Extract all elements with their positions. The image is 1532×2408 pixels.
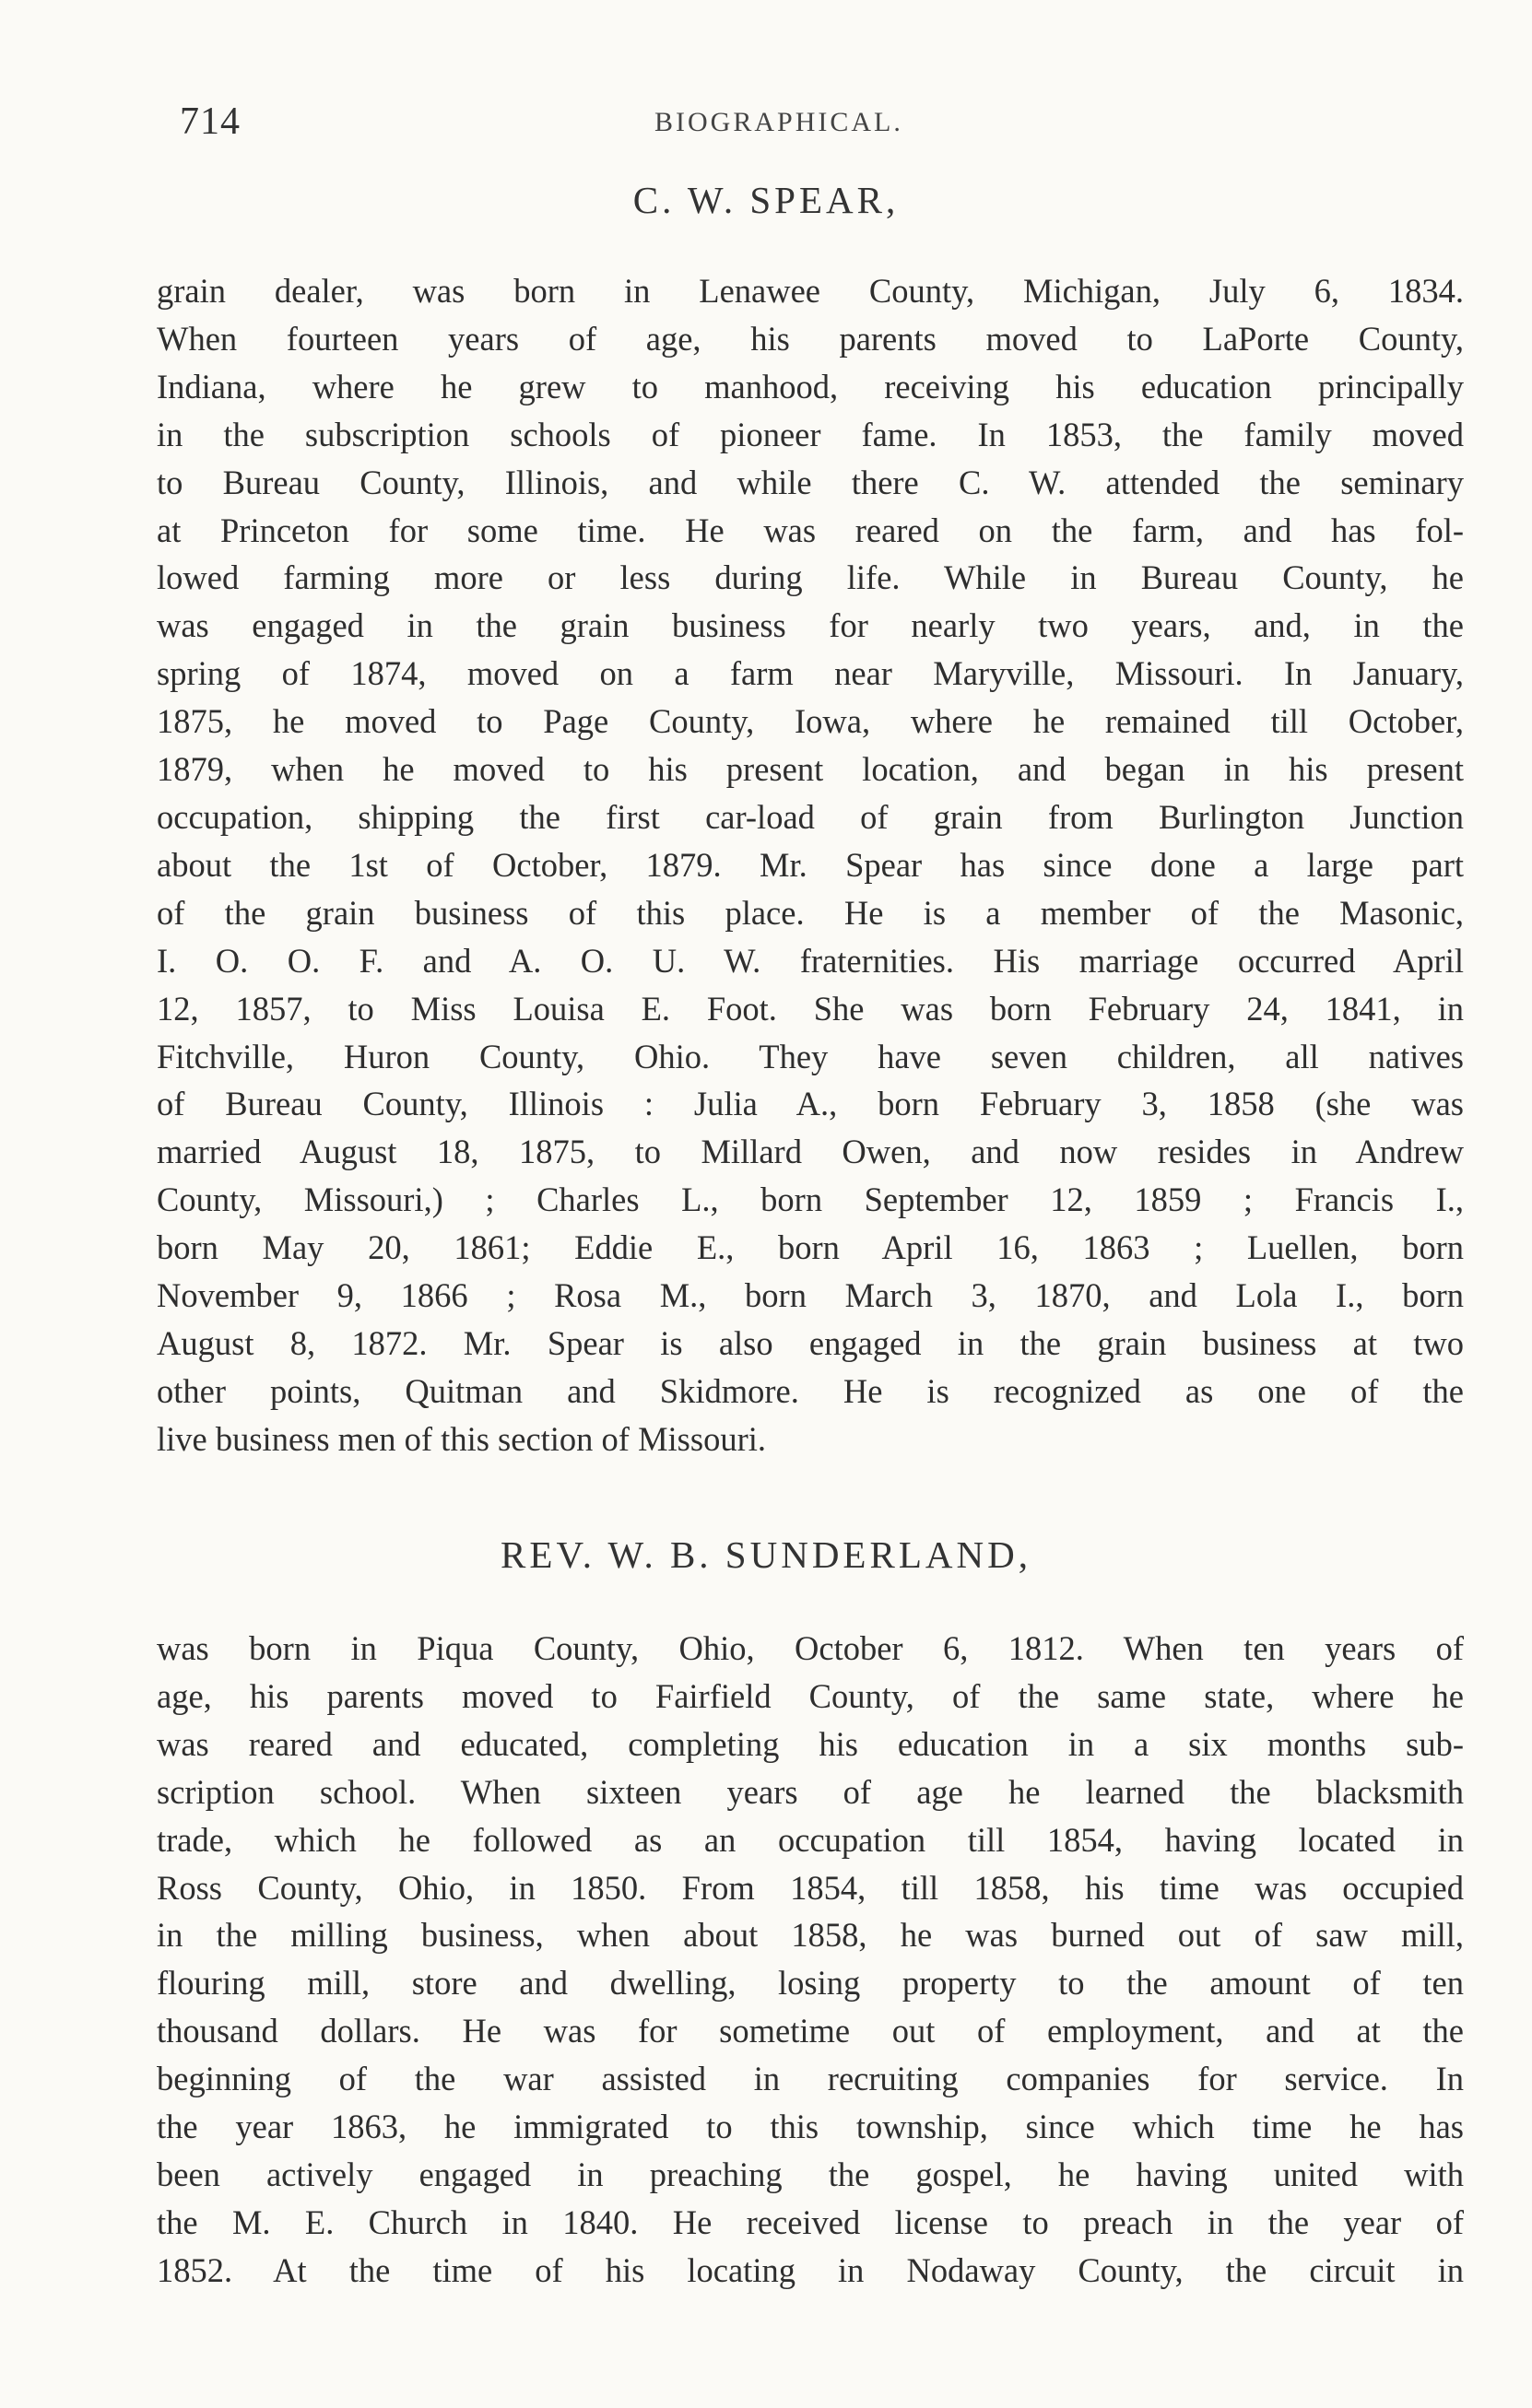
text-line: 1875, he moved to Page County, Iowa, where he remained till October,	[157, 702, 1464, 741]
text-line: the M. E. Church in 1840. He received license to preach in the year of	[157, 2202, 1464, 2241]
text-line: was reared and educated, completing his education in a six months sub-	[157, 1724, 1464, 1763]
text-line: scription school. When sixteen years of age he learned the blacksmith	[157, 1772, 1464, 1811]
text-line: November 9, 1866 ; Rosa M., born March 3, 1870, and Lola I., born	[157, 1276, 1464, 1315]
text-line: in the subscription schools of pioneer fame. In 1853, the family moved	[157, 415, 1464, 453]
text-line: of the grain business of this place. He is a member of the Masonic,	[157, 893, 1464, 932]
entry-title-spear: C. W. SPEAR,	[632, 179, 900, 221]
text-line: thousand dollars. He was for sometime out of employment, and at the	[157, 2012, 1464, 2050]
text-line: married August 18, 1875, to Millard Owen, and now resides in Andrew	[157, 1133, 1464, 1171]
text-line: Ross County, Ohio, in 1850. From 1854, till 1858, his time was occupied	[157, 1868, 1464, 1907]
text-line: been actively engaged in preaching the gospel, he having united with	[157, 2155, 1464, 2193]
running-head: BIOGRAPHICAL.	[654, 107, 903, 137]
text-line: occupation, shipping the first car-load of grain from Burlington Junction	[157, 797, 1464, 836]
text-line: in the milling business, when about 1858, he was burned out of saw mill,	[157, 1916, 1464, 1955]
text-line: lowed farming more or less during life. While in Bureau County, he	[157, 558, 1464, 597]
text-line: County, Missouri,) ; Charles L., born September 12, 1859 ; Francis I.,	[157, 1181, 1464, 1219]
text-line: live business men of this section of Missouri.	[157, 1419, 767, 1458]
text-line: 1879, when he moved to his present location, and began in his present	[157, 750, 1464, 789]
text-line: spring of 1874, moved on a farm near Maryville, Missouri. In January,	[157, 654, 1464, 693]
text-line: I. O. O. F. and A. O. U. W. fraternities. His marriage occurred April	[157, 941, 1464, 980]
entry-title-sunderland: REV. W. B. SUNDERLAND,	[501, 1533, 1031, 1576]
text-line: grain dealer, was born in Lenawee County, Michigan, July 6, 1834.	[157, 272, 1464, 310]
text-line: 1852. At the time of his locating in Nodaway County, the circuit in	[157, 2250, 1464, 2289]
text-line: at Princeton for some time. He was reared on the farm, and has fol-	[157, 511, 1464, 549]
text-line: about the 1st of October, 1879. Mr. Spear has since done a large part	[157, 845, 1464, 884]
text-line: was engaged in the grain business for nearly two years, and, in the	[157, 606, 1464, 645]
text-line: 12, 1857, to Miss Louisa E. Foot. She was born February 24, 1841, in	[157, 989, 1464, 1028]
text-line: was born in Piqua County, Ohio, October 6, 1812. When ten years of	[157, 1629, 1464, 1667]
text-line: to Bureau County, Illinois, and while there C. W. attended the seminary	[157, 463, 1464, 501]
text-line: of Bureau County, Illinois : Julia A., born February 3, 1858 (she was	[157, 1085, 1464, 1123]
text-line: other points, Quitman and Skidmore. He is recognized as one of the	[157, 1371, 1464, 1410]
text-line: the year 1863, he immigrated to this township, since which time he has	[157, 2108, 1464, 2146]
text-line: Indiana, where he grew to manhood, receiving his education principally	[157, 367, 1464, 405]
text-line: trade, which he followed as an occupation till 1854, having located in	[157, 1820, 1464, 1859]
page-number: 714	[180, 100, 241, 143]
entry-body-spear	[157, 267, 1464, 1463]
text-line: age, his parents moved to Fairfield County, of the same state, where he	[157, 1676, 1464, 1715]
text-line: August 8, 1872. Mr. Spear is also engaged in the grain business at two	[157, 1323, 1464, 1362]
text-line: Fitchville, Huron County, Ohio. They have seven children, all natives	[157, 1037, 1464, 1075]
page-header	[152, 100, 1470, 155]
text-line: born May 20, 1861; Eddie E., born April 16, 1863 ; Luellen, born	[157, 1228, 1464, 1267]
entry-body-sunderland	[157, 1625, 1464, 2295]
text-line: When fourteen years of age, his parents moved to LaPorte County,	[157, 319, 1464, 358]
text-line: beginning of the war assisted in recruiting companies for service. In	[157, 2060, 1464, 2098]
text-line: flouring mill, store and dwelling, losing property to the amount of ten	[157, 1964, 1464, 2003]
